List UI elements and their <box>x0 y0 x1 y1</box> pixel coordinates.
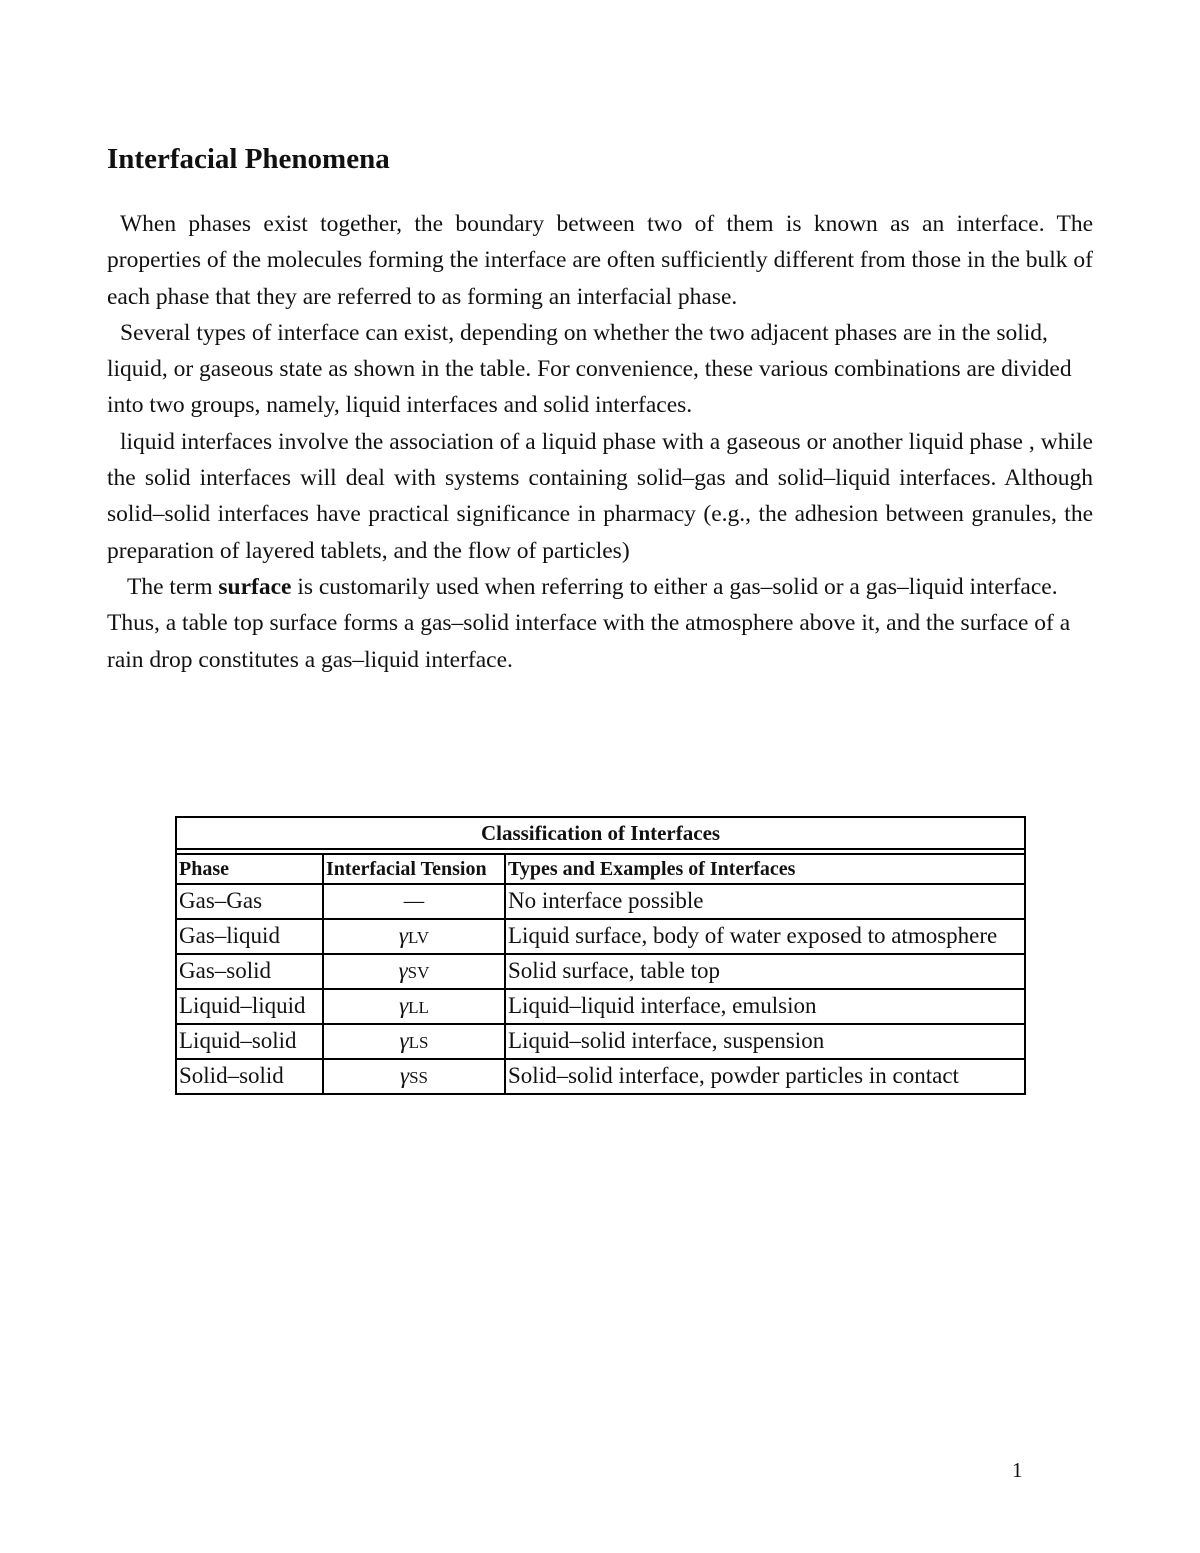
classification-table <box>175 816 1026 1095</box>
cell-interfacial-tension <box>323 989 505 1024</box>
table-row <box>176 1024 1025 1059</box>
paragraph-surface-term <box>107 569 1093 678</box>
cell-type-example: No interface possible <box>505 884 1025 919</box>
tension-symbol: γ <box>398 923 408 948</box>
paragraph-interface-types: Several types of interface can exist, depending on whether the two adjacent phases are in the solid, liquid, or gaseous state as shown in the table. For convenience, these various combinations are divided into two groups, namely, liquid interfaces and solid interfaces. <box>107 319 1072 419</box>
tension-symbol: γ <box>398 958 408 983</box>
header-interfacial-tension: Interfacial Tension <box>323 854 505 884</box>
paragraph-liquid-solid-interfaces: liquid interfaces involve the association of a liquid phase with a gaseous or another liquid phase , while the solid interfaces will deal with systems containing solid–gas and solid–liquid interfaces. Although solid–solid interfaces have practical significance in pharmacy (e.g., the adhesion between granules, the preparation of layered tablets, and the flow of particles) <box>107 428 1093 564</box>
cell-type-example: Liquid surface, body of water exposed to atmosphere <box>505 919 1025 954</box>
tension-symbol: γ <box>399 1028 409 1053</box>
cell-type-example: Liquid–solid interface, suspension <box>505 1024 1025 1059</box>
cell-phase: Solid–solid <box>176 1059 323 1094</box>
table-header-row <box>176 854 1025 884</box>
cell-phase: Liquid–liquid <box>176 989 323 1024</box>
surface-term-rest: is customarily used when referring to either a gas–solid or a gas–liquid interface. Thus, a table top surface forms a gas–solid interface with the atmosphere above it, and the surface of a rain drop constitutes a gas–liquid interface. <box>107 573 1071 673</box>
header-types-examples: Types and Examples of Interfaces <box>505 854 1025 884</box>
tension-subscript: LV <box>407 928 430 947</box>
tension-symbol: γ <box>399 993 409 1018</box>
table-row <box>176 954 1025 989</box>
cell-interfacial-tension <box>323 954 505 989</box>
cell-phase: Liquid–solid <box>176 1024 323 1059</box>
table-rows <box>176 884 1025 1094</box>
table-row <box>176 989 1025 1024</box>
paragraph-interface-definition: When phases exist together, the boundary between two of them is known as an interface. The properties of the molecules forming the interface are often sufficiently different from those in the bulk of each phase that they are referred to as forming an interfacial phase. <box>107 211 1093 310</box>
surface-term-lead: The term <box>127 573 219 600</box>
table-caption: Classification of Interfaces <box>176 817 1025 849</box>
cell-phase: Gas–solid <box>176 954 323 989</box>
tension-symbol: — <box>403 888 425 913</box>
document-title: Interfacial Phenomena <box>107 143 390 175</box>
tension-subscript: LS <box>408 1033 429 1052</box>
tension-symbol: γ <box>400 1063 410 1088</box>
header-phase: Phase <box>176 854 323 884</box>
cell-type-example: Liquid–liquid interface, emulsion <box>505 989 1025 1024</box>
cell-phase: Gas–Gas <box>176 884 323 919</box>
document-body <box>107 206 1093 678</box>
cell-phase: Gas–liquid <box>176 919 323 954</box>
tension-subscript: SS <box>409 1068 428 1087</box>
table-caption-row <box>176 817 1025 849</box>
cell-interfacial-tension <box>323 1024 505 1059</box>
cell-interfacial-tension <box>323 919 505 954</box>
cell-interfacial-tension <box>323 1059 505 1094</box>
cell-interfacial-tension <box>323 884 505 919</box>
tension-subscript: LL <box>408 998 429 1017</box>
table-row <box>176 919 1025 954</box>
surface-term-bold: surface <box>218 573 292 600</box>
table-row <box>176 1059 1025 1094</box>
cell-type-example: Solid–solid interface, powder particles in contact <box>505 1059 1025 1094</box>
table-row <box>176 884 1025 919</box>
tension-subscript: SV <box>407 963 430 982</box>
cell-type-example: Solid surface, table top <box>505 954 1025 989</box>
page-number: 1 <box>1012 1458 1023 1482</box>
